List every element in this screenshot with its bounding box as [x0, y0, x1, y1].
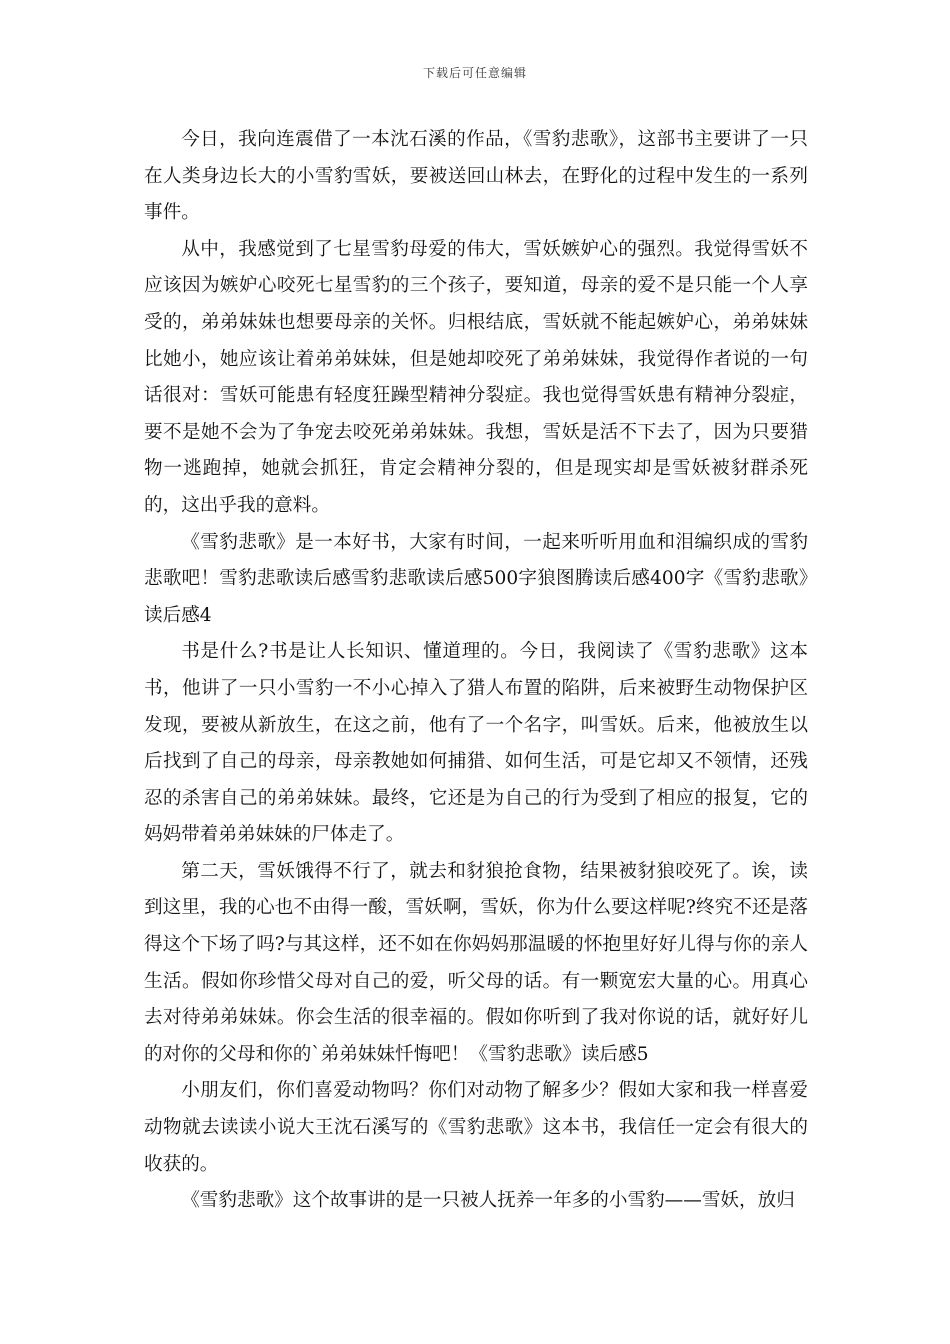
paragraph-2: 从中，我感觉到了七星雪豹母爱的伟大，雪妖嫉妒心的强烈。我觉得雪妖不应该因为嫉妒心咬死七星雪豹的三个孩子，要知道，母亲的爱不是只能一个人享受的，弟弟妹妹也想要母亲的关怀。归根结底，雪妖就不能起嫉妒心，弟弟妹妹比她小，她应该让着弟弟妹妹，但是她却咬死了弟弟妹妹，我觉得作者说的一句话很对：雪妖可能患有轻度狂躁型精神分裂症。我也觉得雪妖患有精神分裂症，要不是她不会为了争宠去咬死弟弟妹妹。我想，雪妖是活不下去了，因为只要猎物一逃跑掉，她就会抓狂，肯定会精神分裂的，但是现实却是雪妖被豺群杀死的，这出乎我的意料。 [144, 238, 808, 516]
paragraph-5: 第二天，雪妖饿得不行了，就去和豺狼抢食物，结果被豺狼咬死了。诶，读到这里，我的心也不由得一酸，雪妖啊，雪妖，你为什么要这样呢?终究不还是落得这个下场了吗?与其这样，还不如在你妈妈那温暖的怀抱里好好儿得与你的亲人生活。假如你珍惜父母对自己的爱，听父母的话。有一颗宽宏大量的心。用真心去对待弟弟妹妹。你会生活的很幸福的。假如你听到了我对你说的话，就好好儿的对你的父母和你的`弟弟妹妹忏悔吧！《雪豹悲歌》读后感5 [144, 860, 808, 1065]
paragraph-4: 书是什么?书是让人长知识、懂道理的。今日，我阅读了《雪豹悲歌》这本书，他讲了一只小雪豹一不小心掉入了猎人布置的陷阱，后来被野生动物保护区发现，要被从新放生，在这之前，他有了一个名字，叫雪妖。后来，他被放生以后找到了自己的母亲，母亲教她如何捕猎、如何生活，可是它却又不领情，还残忍的杀害自己的弟弟妹妹。最终，它还是为自己的行为受到了相应的报复，它的妈妈带着弟弟妹妹的尸体走了。 [144, 641, 808, 846]
page-header: 下载后可任意编辑 [422, 66, 527, 80]
paragraph-6: 小朋友们，你们喜爱动物吗？你们对动物了解多少？假如大家和我一样喜爱动物就去读读小说大王沈石溪写的《雪豹悲歌》这本书，我信任一定会有很大的收获的。 [144, 1080, 808, 1175]
document-body [144, 122, 808, 1220]
paragraph-1: 今日，我向连震借了一本沈石溪的作品，《雪豹悲歌》，这部书主要讲了一只在人类身边长大的小雪豹雪妖，要被送回山林去，在野化的过程中发生的一系列事件。 [144, 129, 808, 224]
paragraph-3: 《雪豹悲歌》是一本好书，大家有时间，一起来听听用血和泪编织成的雪豹悲歌吧！雪豹悲歌读后感雪豹悲歌读后感500字狼图腾读后感400字《雪豹悲歌》读后感4 [144, 531, 808, 626]
paragraph-7: 《雪豹悲歌》这个故事讲的是一只被人抚养一年多的小雪豹——雪妖，放归 [181, 1190, 795, 1212]
